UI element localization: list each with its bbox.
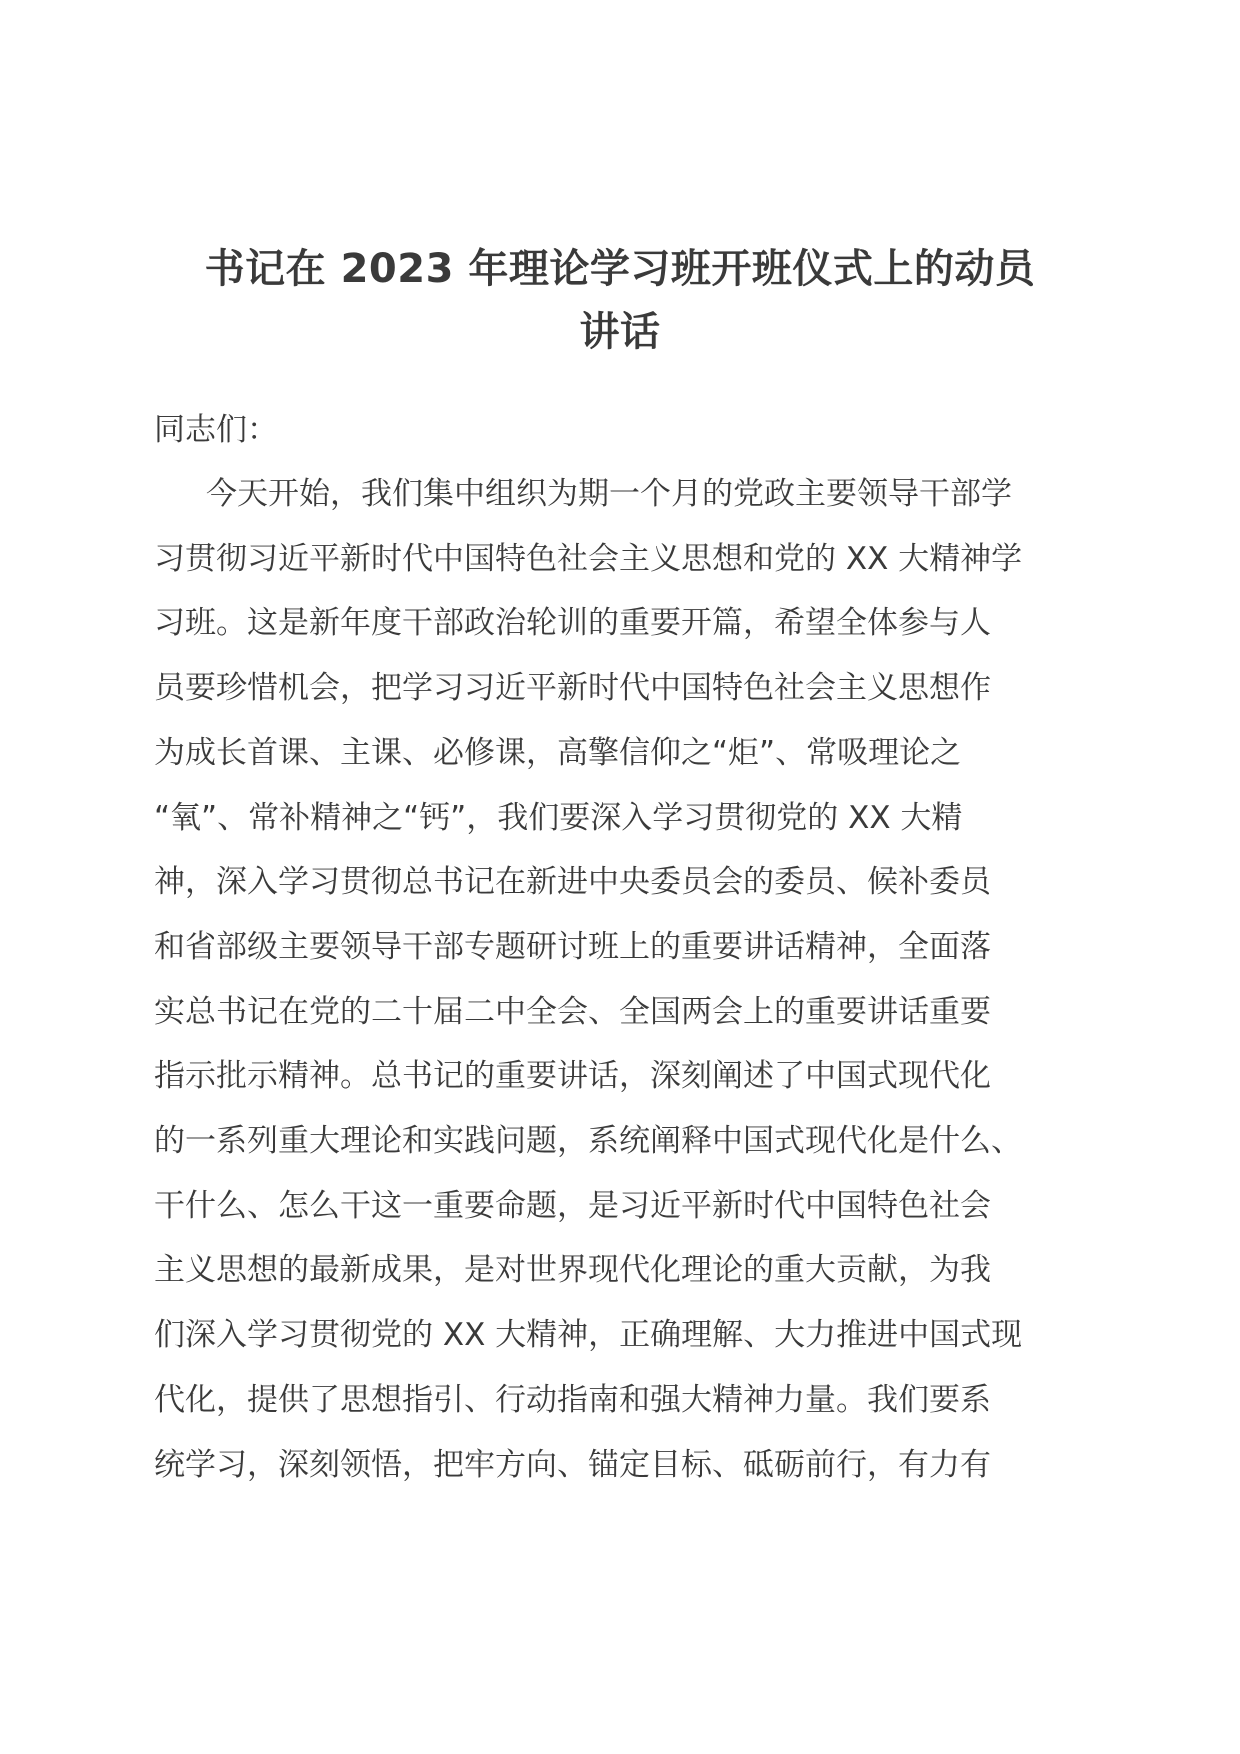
body-paragraph <box>154 462 1104 1497</box>
document-title <box>150 238 1090 364</box>
body-line: 代化，提供了思想指引、行动指南和强大精神力量。我们要系 <box>154 1381 991 1418</box>
salutation: 同志们： <box>154 412 278 448</box>
body-line: 主义思想的最新成果，是对世界现代化理论的重大贡献，为我 <box>154 1252 991 1289</box>
body-line: 员要珍惜机会，把学习习近平新时代中国特色社会主义思想作 <box>154 670 991 707</box>
title-line: 书记在 2023 年理论学习班开班仪式上的动员 <box>204 246 1036 292</box>
body-line: 的一系列重大理论和实践问题，系统阐释中国式现代化是什么、 <box>154 1123 1022 1160</box>
body-line: 统学习，深刻领悟，把牢方向、锚定目标、砥砺前行，有力有 <box>154 1446 991 1483</box>
body-line: 习贯彻习近平新时代中国特色社会主义思想和党的 XX 大精神学 <box>154 540 1023 577</box>
title-line: 讲话 <box>579 309 661 355</box>
body-line: 神，深入学习贯彻总书记在新进中央委员会的委员、候补委员 <box>154 864 991 901</box>
body-line: 们深入学习贯彻党的 XX 大精神，正确理解、大力推进中国式现 <box>154 1317 1023 1354</box>
body-line: 为成长首课、主课、必修课，高擎信仰之“炬”、常吸理论之 <box>154 734 962 771</box>
body-line: 干什么、怎么干这一重要命题，是习近平新时代中国特色社会 <box>154 1187 991 1224</box>
body-line: 和省部级主要领导干部专题研讨班上的重要讲话精神，全面落 <box>154 928 991 965</box>
body-line: “氧”、常补精神之“钙”，我们要深入学习贯彻党的 XX 大精 <box>154 799 963 836</box>
body-line: 习班。这是新年度干部政治轮训的重要开篇，希望全体参与人 <box>154 605 991 642</box>
body-line: 实总书记在党的二十届二中全会、全国两会上的重要讲话重要 <box>154 993 991 1030</box>
body-line: 今天开始，我们集中组织为期一个月的党政主要领导干部学 <box>206 476 1012 512</box>
body-line: 指示批示精神。总书记的重要讲话，深刻阐述了中国式现代化 <box>154 1058 991 1095</box>
